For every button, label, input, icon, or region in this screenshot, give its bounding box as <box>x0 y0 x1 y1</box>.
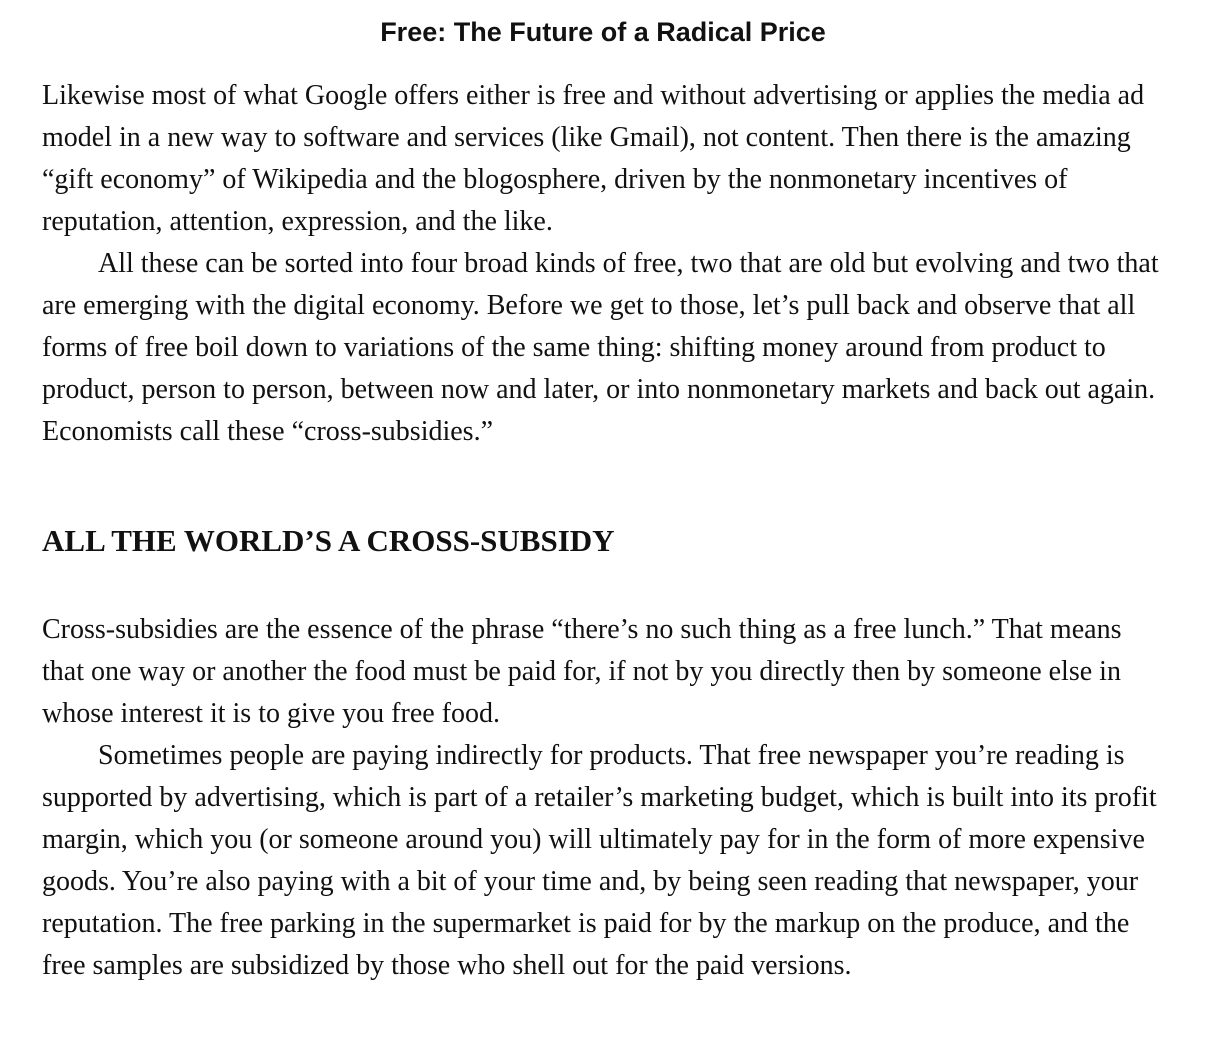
section-heading: ALL THE WORLD’S A CROSS-SUBSIDY <box>42 523 615 558</box>
book-title-header: Free: The Future of a Radical Price <box>380 17 826 47</box>
paragraph-1: Likewise most of what Google offers either is free and without advertising or applies the media ad model in a new way to software and services (like Gmail), not content. Then there is the amazing “gift economy” of Wikipedia and the blogosphere, driven by the nonmonetary incentives of reputation, attention, expression, and the like. <box>42 80 1145 237</box>
paragraph-4: Sometimes people are paying indirectly for products. That free newspaper you’re reading is supported by advertising, which is part of a retailer’s marketing budget, which is built into its profit margin, which you (or someone around you) will ultimately pay for in the form of more expensive goods. You’re also paying with a bit of your time and, by being seen reading that newspaper, your reputation. The free parking in the supermarket is paid for by the markup on the produce, and the free samples are subsidized by those who shell out for the paid versions. <box>42 740 1157 981</box>
paragraph-3: Cross-subsidies are the essence of the phrase “there’s no such thing as a free lunch.” That means that one way or another the food must be paid for, if not by you directly then by someone else in whose interest it is to give you free food. <box>42 614 1122 729</box>
page-body <box>42 75 1170 987</box>
paragraph-2: All these can be sorted into four broad kinds of free, two that are old but evolving and two that are emerging with the digital economy. Before we get to those, let’s pull back and observe that all forms of free boil down to variations of the same thing: shifting money around from product to product, person to person, between now and later, or into nonmonetary markets and back out again. Economists call these “cross-subsidies.” <box>42 248 1159 447</box>
